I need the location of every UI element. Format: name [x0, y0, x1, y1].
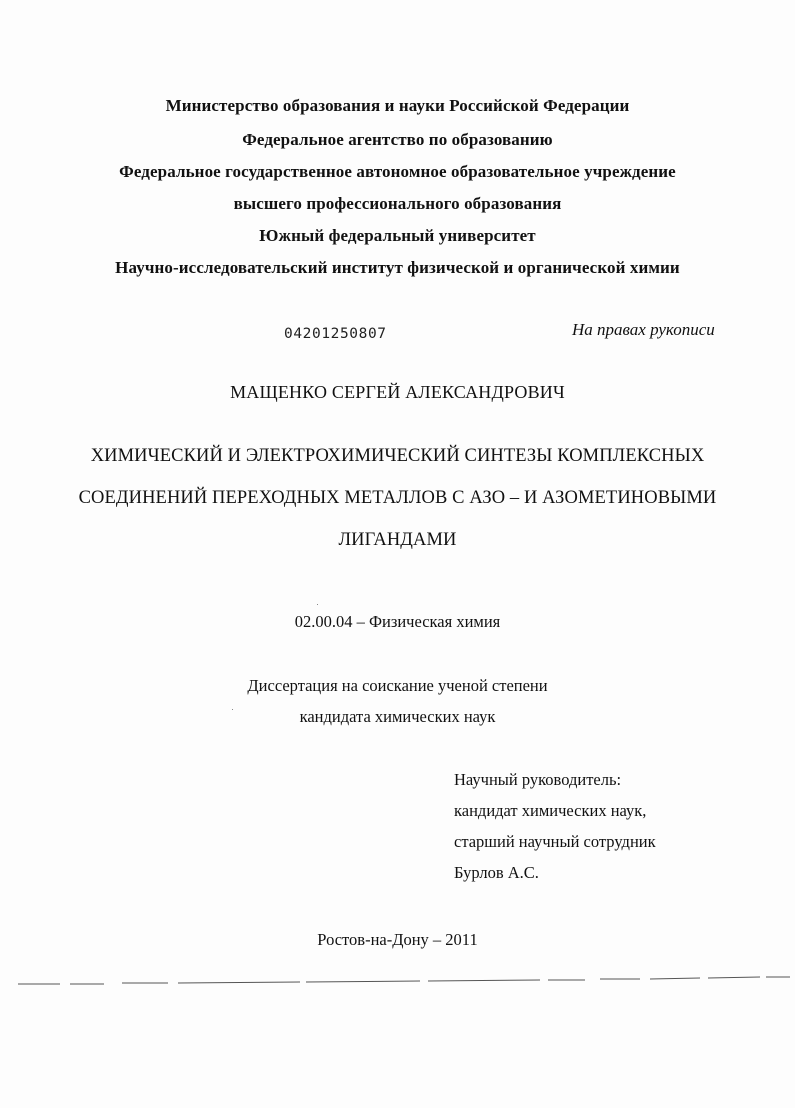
- scan-dash: [178, 982, 300, 983]
- specialty: 02.00.04 – Физическая химия: [294, 612, 501, 631]
- supervisor-label: Научный руководитель:: [454, 770, 622, 789]
- header-education-level: высшего профессионального образования: [233, 194, 562, 213]
- scan-speck: [317, 604, 318, 605]
- degree-line-1: Диссертация на соискание ученой степени: [247, 676, 548, 695]
- scan-dash: [708, 977, 760, 978]
- header-institute: Научно-исследовательский институт физической и органической химии: [115, 258, 680, 277]
- scan-dash: [650, 978, 700, 979]
- supervisor-position: старший научный сотрудник: [454, 832, 656, 851]
- degree-line-2: кандидата химических наук: [299, 707, 496, 726]
- rights-note: На правах рукописи: [572, 320, 715, 339]
- header-institution-type: Федеральное государственное автономное образовательное учреждение: [119, 162, 676, 181]
- title-line-1: ХИМИЧЕСКИЙ И ЭЛЕКТРОХИМИЧЕСКИЙ СИНТЕЗЫ КОМПЛЕКСНЫХ: [90, 446, 705, 466]
- scan-dash: [428, 980, 540, 981]
- header-university: Южный федеральный университет: [259, 226, 536, 245]
- scan-dash: [306, 981, 420, 982]
- title-line-2: СОЕДИНЕНИЙ ПЕРЕХОДНЫХ МЕТАЛЛОВ С АЗО – И АЗОМЕТИНОВЫМИ: [78, 488, 717, 508]
- header-agency: Федеральное агентство по образованию: [242, 130, 553, 149]
- header-ministry: Министерство образования и науки Российской Федерации: [165, 96, 630, 115]
- supervisor-degree: кандидат химических наук,: [454, 801, 647, 820]
- title-line-3: ЛИГАНДАМИ: [338, 530, 457, 550]
- registry-code: 04201250807: [284, 326, 387, 342]
- scan-artifact-line: [0, 972, 795, 1012]
- supervisor-name: Бурлов А.С.: [454, 863, 539, 882]
- author-name: МАЩЕНКО СЕРГЕЙ АЛЕКСАНДРОВИЧ: [230, 382, 565, 402]
- place-year: Ростов-на-Дону – 2011: [317, 930, 478, 949]
